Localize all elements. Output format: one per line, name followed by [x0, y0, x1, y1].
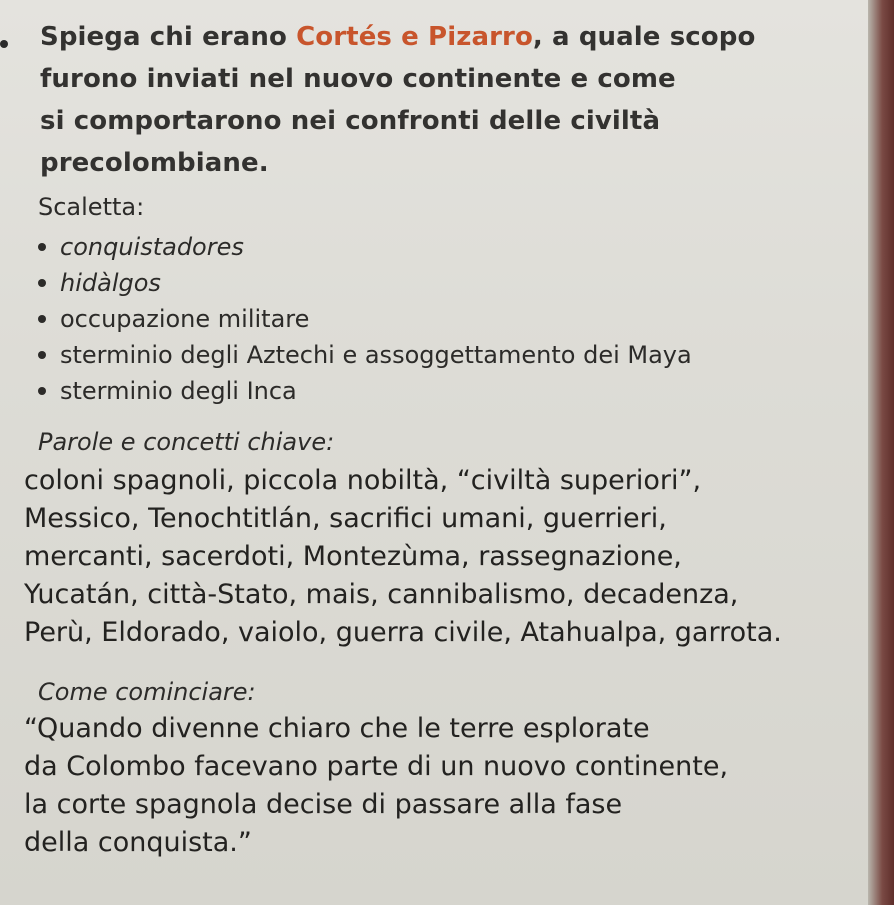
- start-line: da Colombo facevano parte di un nuovo continente,: [24, 751, 729, 782]
- question-highlight: Cortés e Pizarro: [296, 22, 533, 52]
- start-line: “Quando divenne chiaro che le terre esplorate: [24, 713, 650, 744]
- question-line-1-after: , a quale scopo: [532, 22, 756, 52]
- question-prompt: [40, 16, 800, 184]
- keywords-line: mercanti, sacerdoti, Montezùma, rassegnazione,: [24, 541, 682, 572]
- question-line-2: furono inviati nel nuovo continente e come: [40, 64, 676, 94]
- question-line-1-before: Spiega chi erano: [40, 22, 297, 52]
- bullet-icon: [38, 243, 46, 251]
- outline-item-label: sterminio degli Aztechi e assoggettamento dei Maya: [60, 341, 692, 369]
- outline-item: [38, 302, 692, 338]
- outline-item-label: occupazione militare: [60, 305, 310, 333]
- outline-item: [38, 374, 692, 410]
- page-edge: [868, 0, 894, 905]
- keywords-block: [24, 462, 864, 652]
- outline-item: [38, 338, 692, 374]
- outline-item-label: hidàlgos: [60, 269, 161, 297]
- keywords-line: coloni spagnoli, piccola nobiltà, “civiltà superiori”,: [24, 465, 702, 496]
- outline-heading: Scaletta:: [38, 193, 145, 221]
- question-line-3: si comportarono nei confronti delle civiltà: [40, 106, 661, 136]
- keywords-line: Perù, Eldorado, vaiolo, guerra civile, Atahualpa, garrota.: [24, 617, 782, 648]
- keywords-heading: Parole e concetti chiave:: [38, 428, 335, 456]
- outline-item: [38, 230, 692, 266]
- outline-list: [38, 230, 692, 410]
- outline-item-label: conquistadores: [60, 233, 244, 261]
- outline-item-label: sterminio degli Inca: [60, 377, 297, 405]
- outline-item: [38, 266, 692, 302]
- start-heading: Come cominciare:: [38, 678, 256, 706]
- keywords-line: Messico, Tenochtitlán, sacrifici umani, guerrieri,: [24, 503, 667, 534]
- bullet-icon: [38, 351, 46, 359]
- start-line: la corte spagnola decise di passare alla fase: [24, 789, 623, 820]
- start-line: della conquista.”: [24, 827, 252, 858]
- bullet-icon: [38, 279, 46, 287]
- start-block: [24, 710, 864, 862]
- margin-dot: [0, 40, 8, 48]
- bullet-icon: [38, 387, 46, 395]
- bullet-icon: [38, 315, 46, 323]
- question-line-1: [40, 16, 800, 58]
- question-line-4: precolombiane.: [40, 148, 269, 178]
- keywords-line: Yucatán, città-Stato, mais, cannibalismo, decadenza,: [24, 579, 739, 610]
